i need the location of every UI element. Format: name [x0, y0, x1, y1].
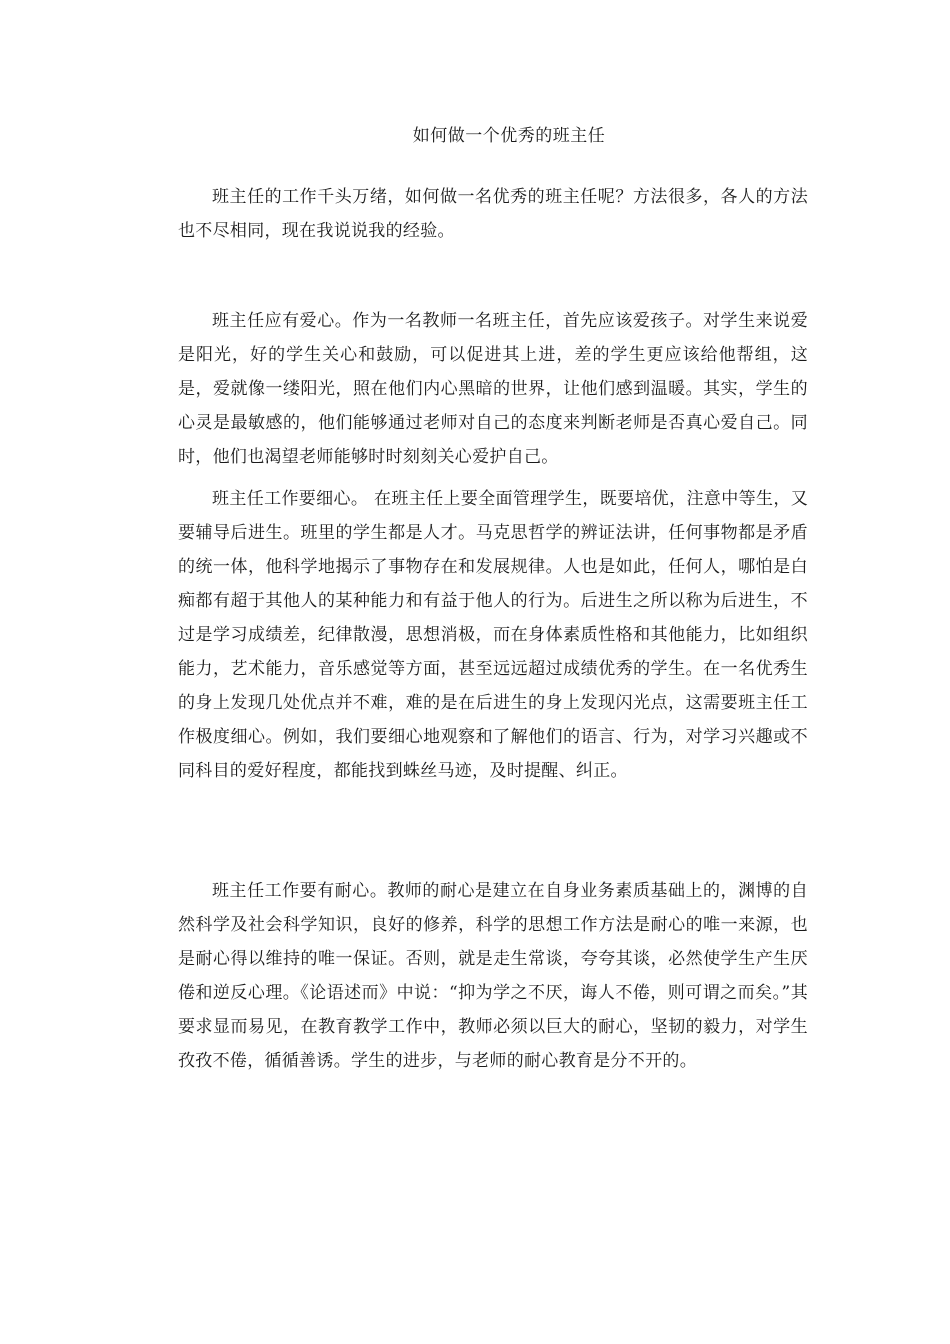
paragraph-intro: 班主任的工作千头万绪，如何做一名优秀的班主任呢？方法很多，各人的方法也不尽相同，现在我说说我的经验。: [178, 187, 808, 241]
paragraph-patience: 班主任工作要有耐心。教师的耐心是建立在自身业务素质基础上的，渊博的自然科学及社会科学知识，良好的修养，科学的思想工作方法是耐心的唯一来源，也是耐心得以维持的唯一保证。否则，就是走生常谈，夸夸其谈，必然使学生产生厌倦和逆反心理。《论语述而》中说：“抑为学之不厌，诲人不倦，则可谓之而矣。”其要求显而易见，在教育教学工作中，教师必须以巨大的耐心，坚韧的毅力，对学生孜孜不倦，循循善诱。学生的进步，与老师的耐心教育是分不开的。: [178, 881, 808, 1071]
paragraph-careful: 班主任工作要细心。 在班主任上要全面管理学生，既要培优，注意中等生，又要辅导后进生。班里的学生都是人才。马克思哲学的辨证法讲，任何事物都是矛盾的统一体，他科学地揭示了事物存在和发展规律。人也是如此，任何人，哪怕是白痴都有超于其他人的某种能力和有益于他人的行为。后进生之所以称为后进生，不过是学习成绩差，纪律散漫，思想消极，而在身体素质性格和其他能力，比如组织能力，艺术能力，音乐感觉等方面，甚至远远超过成绩优秀的学生。在一名优秀生的身上发现几处优点并不难，难的是在后进生的身上发现闪光点，这需要班主任工作极度细心。例如，我们要细心地观察和了解他们的语言、行为，对学习兴趣或不同科目的爱好程度，都能找到蛛丝马迹，及时提醒、纠正。: [178, 489, 808, 781]
document-title: 如何做一个优秀的班主任: [412, 126, 606, 146]
paragraph-love: 班主任应有爱心。作为一名教师一名班主任，首先应该爱孩子。对学生来说爱是阳光，好的学生关心和鼓励，可以促进其上进，差的学生更应该给他帮组，这是，爱就像一缕阳光，照在他们内心黑暗的世界，让他们感到温暖。其实，学生的心灵是最敏感的，他们能够通过老师对自己的态度来判断老师是否真心爱自己。同时，他们也渴望老师能够时时刻刻关心爱护自己。: [178, 311, 808, 467]
